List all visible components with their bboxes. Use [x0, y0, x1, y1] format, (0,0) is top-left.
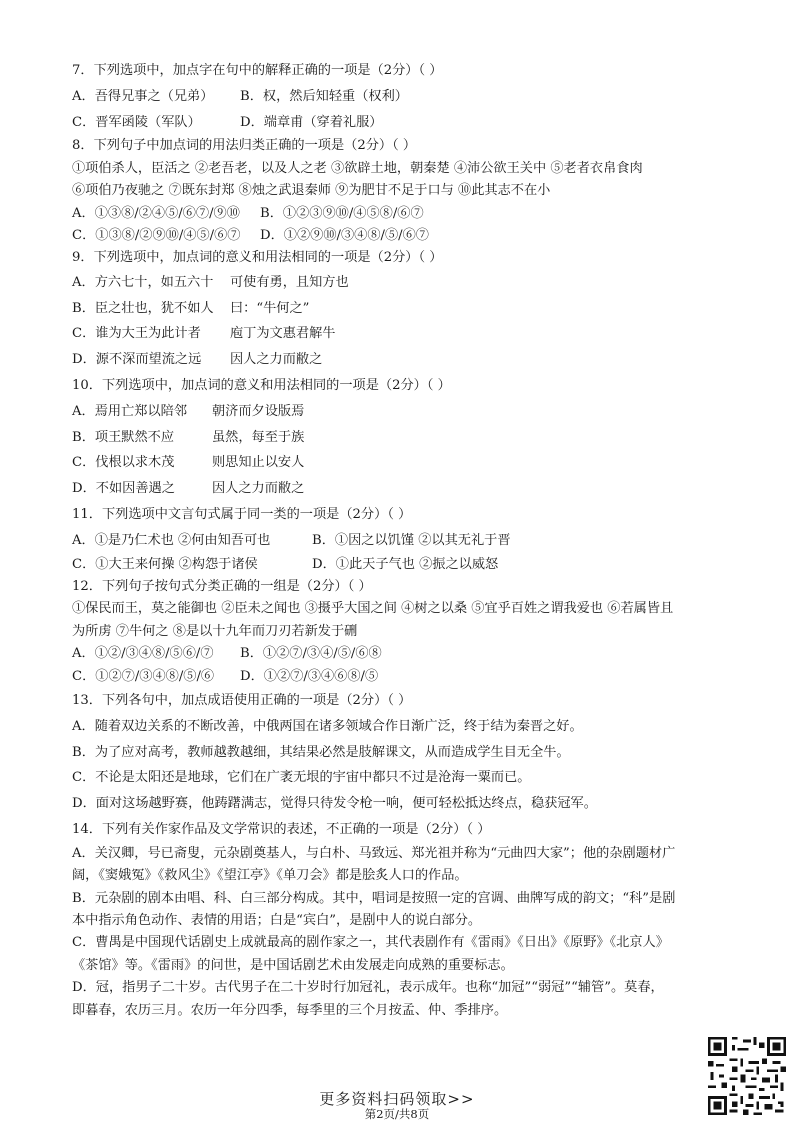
q9-option-a-left: A．方六七十，如五六十 [72, 274, 214, 290]
q7-stem: 7．下列选项中，加点字在句中的解释正确的一项是（2分）（ ） [72, 63, 443, 78]
q10-option-a-left: A．焉用亡郑以陪邻 [72, 403, 188, 419]
q9-option-a [72, 270, 722, 296]
q13-option-c: C．不论是太阳还是地球，它们在广袤无垠的宇宙中都只不过是沧海一粟而已。 [72, 770, 531, 786]
q12-option-c: C．①②⑦/③④⑧/⑤/⑥ [72, 668, 215, 684]
q9-option-c-right: 庖丁为文惠君解牛 [230, 326, 336, 342]
q13-option-b: B．为了应对高考，教师越教越细，其结果必然是肢解课文，从而造成学生目无全牛。 [72, 744, 570, 760]
q10-option-d-right: 因人之力而敝之 [212, 481, 305, 497]
q10-option-d-left: D．不如因善遇之 [72, 481, 175, 497]
q8-option-d: D．①②⑨⑩/③④⑧/⑤/⑥⑦ [260, 228, 429, 244]
q8-options-ab [72, 203, 722, 225]
q12-option-b: B．①②⑦/③④/⑤/⑥⑧ [240, 646, 382, 662]
q9-option-d-right: 因人之力而敝之 [230, 352, 323, 368]
q12-sentences-2: 为所虏 ⑦牛何之 ⑧是以十九年而刀刃若新发于硎 [72, 623, 358, 639]
q12-option-d: D．①②⑦/③④⑥⑧/⑤ [240, 668, 379, 684]
q9-option-d [72, 347, 722, 373]
q9-option-c-left: C．谁为大王为此计者 [72, 326, 201, 342]
q10-option-a-right: 朝济而夕设版焉 [212, 403, 305, 419]
q12-options-ab [72, 643, 722, 665]
q14-option-d-line2: 即暮春，农历三月。农历一年分四季，每季里的三个月按孟、仲、季排序。 [72, 1002, 508, 1018]
q14-option-d-line1: D．冠，指男子二十岁。古代男子在二十岁时行加冠礼，表示成年。也称“加冠”“弱冠”“辅管”。莫春， [72, 980, 664, 996]
q9-option-d-left: D．源不深而望流之远 [72, 352, 202, 368]
q8-options-cd [72, 225, 722, 247]
q8-sentences-1: ①项伯杀人，臣活之 ②老吾老，以及人之老 ③欲辟土地，朝秦楚 ④沛公欲王关中 ⑤老者衣帛食肉 [72, 160, 643, 176]
q7-options-ab [72, 84, 722, 110]
q8-sentences-2: ⑥项伯乃夜驰之 ⑦既东封郑 ⑧烛之武退秦师 ⑨为肥甘不足于口与 ⑩此其志不在小 [72, 183, 551, 199]
q14-option-a-line1: A．关汉卿，号已斋叟，元杂剧奠基人，与白朴、马致远、郑光祖并称为“元曲四大家”；他的杂剧题材广 [72, 845, 676, 861]
q11-option-d: D．①此天子气也 ②振之以威怒 [312, 556, 499, 572]
q10-option-a [72, 399, 722, 425]
q11-stem: 11．下列选项中文言句式属于同一类的一项是（2分）（ ） [72, 507, 412, 522]
q12-stem: 12．下列句子按句式分类正确的一组是（2分）（ ） [72, 579, 372, 594]
q10-option-b-right: 虽然，每至于族 [212, 429, 305, 445]
q9-option-c [72, 321, 722, 347]
q7-option-c: C．晋军函陵（军队） [72, 114, 201, 130]
q10-option-b [72, 425, 722, 451]
q14-option-c-line2: 《茶馆》等。《雷雨》的问世，是中国话剧艺术由发展走向成熟的重要标志。 [72, 957, 514, 973]
q14-option-b-line1: B．元杂剧的剧本由唱、科、白三部分构成。其中，唱词是按照一定的宫调、曲牌写成的韵文；“科”是剧 [72, 890, 676, 906]
q14-option-b-line2: 本中指示角色动作、表情的用语；白是“宾白”，是剧中人的说白部分。 [72, 913, 482, 929]
exam-page [72, 58, 722, 1022]
q9-option-b-right: 曰：“牛何之” [230, 300, 310, 316]
q11-options-ab [72, 528, 722, 554]
q9-option-a-right: 可使有勇，且知方也 [230, 274, 349, 290]
q10-option-d [72, 476, 722, 502]
q14-option-c-line1: C．曹禺是中国现代话剧史上成就最高的剧作家之一，其代表剧作有《雷雨》《日出》《原野》《北京人》 [72, 935, 669, 951]
q10-option-c-right: 则思知止以安人 [212, 455, 305, 471]
q12-options-cd [72, 666, 722, 688]
q14-option-a-line2: 阔，《窦娥冤》《救风尘》《望江亭》《单刀会》都是脍炙人口的作品。 [72, 868, 468, 884]
q13-option-a: A．随着双边关系的不断改善，中俄两国在诸多领域合作日渐广泛，终于结为秦晋之好。 [72, 718, 583, 734]
q14-stem: 14．下列有关作家作品及文学常识的表述，不正确的一项是（2分）（ ） [72, 822, 491, 838]
q9-option-b-left: B．臣之壮也，犹不如人 [72, 300, 214, 316]
q12-sentences-1: ①保民而王，莫之能御也 ②臣未之闻也 ③摄乎大国之间 ④树之以桑 ⑤宜乎百姓之谓我爱也 ⑥若属皆且 [72, 601, 674, 617]
q10-option-c-left: C．伐根以求木茂 [72, 455, 175, 471]
q11-options-cd [72, 554, 722, 576]
q7-options-cd [72, 110, 722, 136]
q8-option-a: A．①③⑧/②④⑤/⑥⑦/⑨⑩ [72, 205, 240, 221]
footer-more-link[interactable]: 更多资料扫码领取>> [319, 1090, 475, 1108]
q9-option-b [72, 296, 722, 322]
q7-option-b: B．权，然后知轻重（权利） [240, 88, 408, 104]
q7-option-a: A．吾得兄事之（兄弟） [72, 88, 214, 104]
q8-option-c: C．①③⑧/②⑨⑩/④⑤/⑥⑦ [72, 228, 241, 244]
q11-option-b: B．①因之以饥馑 ②以其无礼于晋 [312, 532, 511, 548]
q7-option-d: D．端章甫（穿着礼服） [240, 114, 383, 130]
q8-option-b: B．①②③⑨⑩/④⑤⑧/⑥⑦ [260, 205, 424, 221]
q8-stem: 8．下列句子中加点词的用法归类正确的一项是（2分）（ ） [72, 138, 417, 154]
q13-stem: 13．下列各句中，加点成语使用正确的一项是（2分）（ ） [72, 693, 412, 709]
page-number: 第2页/共8页 [364, 1107, 430, 1121]
q10-option-c [72, 450, 722, 476]
q10-option-b-left: B．项王默然不应 [72, 429, 175, 445]
q9-stem: 9．下列选项中，加点词的意义和用法相同的一项是（2分）（ ） [72, 250, 443, 266]
q11-option-c: C．①大王来何操 ②构怨于诸侯 [72, 556, 258, 572]
q11-option-a: A．①是乃仁术也 ②何由知吾可也 [72, 532, 271, 548]
q12-option-a: A．①②/③④⑧/⑤⑥/⑦ [72, 646, 214, 662]
q13-option-d: D．面对这场越野赛，他踌躇满志，觉得只待发令枪一响，便可轻松抵达终点，稳获冠军。 [72, 796, 597, 812]
q10-stem: 10．下列选项中，加点词的意义和用法相同的一项是（2分）（ ） [72, 378, 451, 394]
